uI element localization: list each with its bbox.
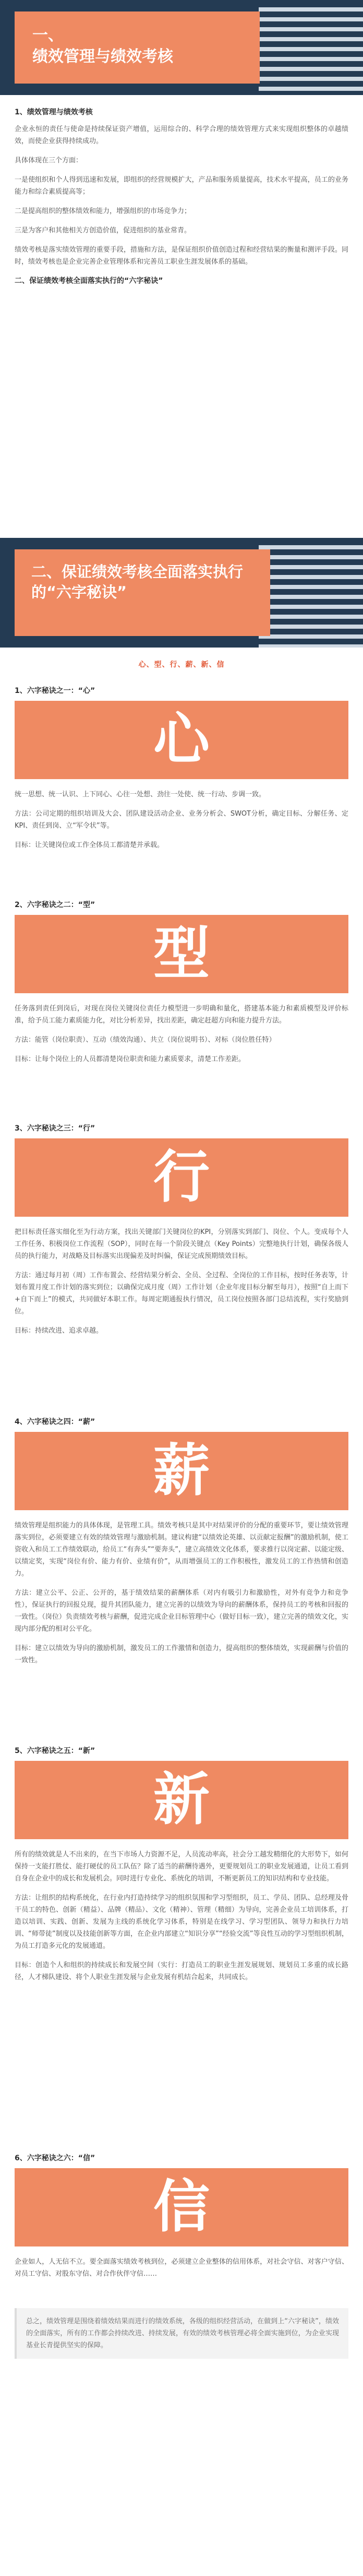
paragraph: 方法：公司定期的组织培训及大会、团队建设活动企业、业务分析会、SWOT分析，确定目标、分解任务、定KPI、责任到岗、立“军令状”等。 bbox=[15, 810, 348, 830]
paragraph: 统一思想、统一认识、上下同心、心往一处想、劲往一处使、统一行动、步调一致。 bbox=[15, 791, 266, 798]
paragraph: 方法：能管（岗位职责）、互动（绩效沟通）、共立（岗位说明书）、对标（岗位胜任特） bbox=[15, 1036, 276, 1044]
six-words-line: 心、型、行、薪、新、信 bbox=[138, 661, 225, 669]
item-1-body bbox=[15, 789, 348, 858]
item-char: 薪 bbox=[153, 1438, 210, 1503]
item-1-heading-wrap bbox=[15, 685, 348, 696]
banner-title: 二、保证绩效考核全面落实执行的“六字秘诀” bbox=[31, 563, 244, 602]
paragraph: 任务落到责任到岗后，对现在岗位关键岗位责任力模型进一步明确和量化，搭建基本能力和素质模型及评价标准，给予员工能力素质能力化，对比分析差异，找出差距，确定赶超方向和能力提升方法。 bbox=[15, 1005, 348, 1025]
paragraph: 所有的绩效就是人不出来的，在当下市场人力资源不足，人员流动率高，社会分工越发精细化的大形势下，如何保持一支能打胜仗、能打硬仗的员工队伍？除了适当的薪酬待遇外，更要规划员工的职业发展通道，让员工看到自身在企业中的成长和发展机会。同时进行专业化、系统化的培训，不断更新员工的知识结构和专业技能。 bbox=[15, 1851, 348, 1883]
item-5-char-box bbox=[15, 1761, 348, 1839]
paragraph: 三是为客户和其他相关方创造价值，促进组织的基业常青。 bbox=[15, 227, 191, 234]
item-4-heading-wrap bbox=[15, 1416, 348, 1427]
paragraph: 目标：持续改进、追求卓越。 bbox=[15, 1327, 103, 1335]
paragraph: 目标：让关键岗位或工作全体员工都清楚并承载。 bbox=[15, 841, 164, 849]
paragraph: 方法：建立公平、公正、公开的，基于绩效结果的薪酬体系（对内有吸引力和激励性，对外有竞争力和竞争性），保证执行的回报兑现，提升其团队能力，建立完善的以绩效为导向的薪酬体系，保持员工的考核和回报的一致性。（岗位）负责绩效考核与薪酬，促进完成企业目标管理中心（做好目标一致），建立完善的绩效文化，实现内部分配的相对公平化。 bbox=[15, 1589, 348, 1633]
item-char: 型 bbox=[153, 921, 210, 986]
item-char: 心 bbox=[153, 707, 210, 772]
banner-title-line2: 绩效管理与绩效考核 bbox=[32, 47, 173, 66]
section-banner-2 bbox=[0, 538, 363, 648]
paragraph: 把目标责任落实细化至为行动方案，找出关键部门关键岗位的KPI，分别落实到部门、岗位、个人。变成每个人工作任务、积极岗位工作流程（SOP），同时在每一个阶段关键点（Key Points）完整地执行计划，确保各级人员的执行能力，对战略及目标落实出现偏差及时纠偏，保证完成预期绩效目标。 bbox=[15, 1228, 348, 1260]
item-4-char-box bbox=[15, 1432, 348, 1510]
paragraph: 企业如人，人无信不立。要全面落实绩效考核到位，必须建立企业整体的信用体系，对社会守信、对客户守信、对员工守信、对股东守信、对合作伙伴守信…… bbox=[15, 2258, 348, 2278]
paragraph: 目标：建立以绩效为导向的激励机制，激发员工的工作激情和创造力，提高组织的整体绩效，实现薪酬与价值的一致性。 bbox=[15, 1644, 348, 1664]
item-heading: 1、六字秘诀之一：“心” bbox=[15, 687, 95, 695]
item-2-body bbox=[15, 1003, 348, 1073]
paragraph: 目标：让每个岗位上的人员都清楚岗位职责和能力素质要求，清楚工作差距。 bbox=[15, 1055, 246, 1063]
banner-title-line1: 一、 bbox=[32, 26, 64, 44]
paragraph: 方法：通过每月初（周）工作布置会、经营结果分析会、全员、全过程、全岗位的工作目标，按时任务表等，计划布置月度工作计划的落实到位；以确保完成月度（周）工作计划（企业年度目标分解至每月），按照“自上而下+自下而上”的模式，共同做好本职工作。每周定期通报执行情况，员工岗位按照各部门总结流程，实行奖励到位。 bbox=[15, 1272, 348, 1315]
item-2-char-box bbox=[15, 915, 348, 993]
paragraph: 绩效管理是组织能力的具体体现，是管理工具。绩效考核只是其中对结果评价的分配的重要环节，要让绩效管理落实到位，必须要建立有效的绩效管理与激励机制。建议构建“以绩效论英雄、以贡献定报酬”的激励机制，使工资收入和员工工作绩效联动，给员工“有奔头”“要奔头”，建立高绩效文化体系，要求推行以岗定薪、以能定级、以绩定奖，实现“岗位有价、能力有价、业绩有价”，从而增强员工的工作积极性，激发员工的工作热情和创造力。 bbox=[15, 1522, 348, 1578]
item-5-heading-wrap bbox=[15, 1745, 348, 1756]
paragraph: 企业永恒的责任与使命是持续保证资产增值，运用综合的、科学合理的绩效管理方式来实现组织整体的卓越绩效，而使企业获得持续成功。 bbox=[15, 125, 348, 145]
section-banner-1 bbox=[0, 0, 363, 95]
item-3-heading-wrap bbox=[15, 1123, 348, 1133]
banner-title-box bbox=[15, 11, 260, 84]
section-1 bbox=[15, 107, 348, 286]
item-char: 行 bbox=[153, 1145, 210, 1210]
item-4-body bbox=[15, 1520, 348, 1674]
item-6-body bbox=[15, 2256, 348, 2287]
item-6-char-box bbox=[15, 2168, 348, 2246]
six-words-summary bbox=[15, 659, 348, 669]
paragraph: 方法：让组织的结构系统化，在行业内打造持续学习的组织氛围和学习型组织，员工、学员、团队、总经理及骨干员工的特色、创新（精益）、品牌（精品）、文化（精神）、管理（精细）为导向，完善企业员工培训体系，打造以培训、实践、创新、发展为主线的系统化学习体系，特别是在线学习、学习型团队、领导力和执行力培训、“师带徒”制度以及技能创新等方面，在企业内部建立“知识分享”“经验交流”等良性互动的学习型组织机制，为员工打造多元化的发展通道。 bbox=[15, 1894, 348, 1950]
section-2-heading: 二、保证绩效考核全面落实执行的“六字秘诀” bbox=[15, 277, 163, 285]
paragraph: 具体体现在三个方面： bbox=[15, 157, 83, 164]
banner-title-box bbox=[15, 549, 270, 636]
item-3-body bbox=[15, 1226, 348, 1344]
item-heading: 2、六字秘诀之二：“型” bbox=[15, 901, 95, 909]
paragraph: 绩效考核是落实绩效管理的重要手段，措施和方法，是保证组织价值创造过程和经营结果的衡量和测评手段。同时，绩效考核也是企业完善企业管理体系和完善员工职业生涯发展体系的基础。 bbox=[15, 246, 348, 266]
closing-quote bbox=[15, 2308, 348, 2359]
item-3-char-box bbox=[15, 1138, 348, 1217]
item-heading: 6、六字秘诀之六：“信” bbox=[15, 2154, 95, 2162]
closing-text: 总之，绩效管理是围绕着绩效结果而进行的绩效系统，各级的组织经营活动，在做到上“六字秘诀”，绩效的全面落实，所有的工作都会持续改进、持续发展，有效的绩效考核管理必将全面实施到位，为企业实现基业长青提供坚实的保障。 bbox=[26, 2318, 339, 2349]
item-char: 信 bbox=[153, 2174, 210, 2240]
paragraph: 目标：创造个人和组织的持续成长和发展空间（实行：打造员工的职业生涯发展规划、规划员工多重的成长路径，人才梯队建设、将个人职业生涯发展与企业发展有机结合起来，共同成长。 bbox=[15, 1961, 348, 1981]
item-2-heading-wrap bbox=[15, 899, 348, 910]
item-heading: 5、六字秘诀之五：“新” bbox=[15, 1747, 95, 1755]
item-6-heading-wrap bbox=[15, 2152, 348, 2163]
paragraph: 一是使组织和个人得到迅速和发展，即组织的经营规模扩大，产品和服务质量提高，技术水平提高，员工的业务能力和综合素质提高等； bbox=[15, 176, 348, 196]
item-heading: 3、六字秘诀之三：“行” bbox=[15, 1124, 95, 1133]
item-5-body bbox=[15, 1849, 348, 1991]
item-heading: 4、六字秘诀之四：“薪” bbox=[15, 1418, 95, 1426]
decorative-stripes bbox=[259, 7, 363, 91]
decorative-stripes bbox=[259, 545, 363, 648]
item-char: 新 bbox=[153, 1767, 210, 1832]
paragraph: 二是提高组织的整体绩效和能力，增强组织的市场竞争力； bbox=[15, 207, 191, 215]
item-1-char-box bbox=[15, 701, 348, 779]
section-1-heading: 1、绩效管理与绩效考核 bbox=[15, 108, 93, 116]
